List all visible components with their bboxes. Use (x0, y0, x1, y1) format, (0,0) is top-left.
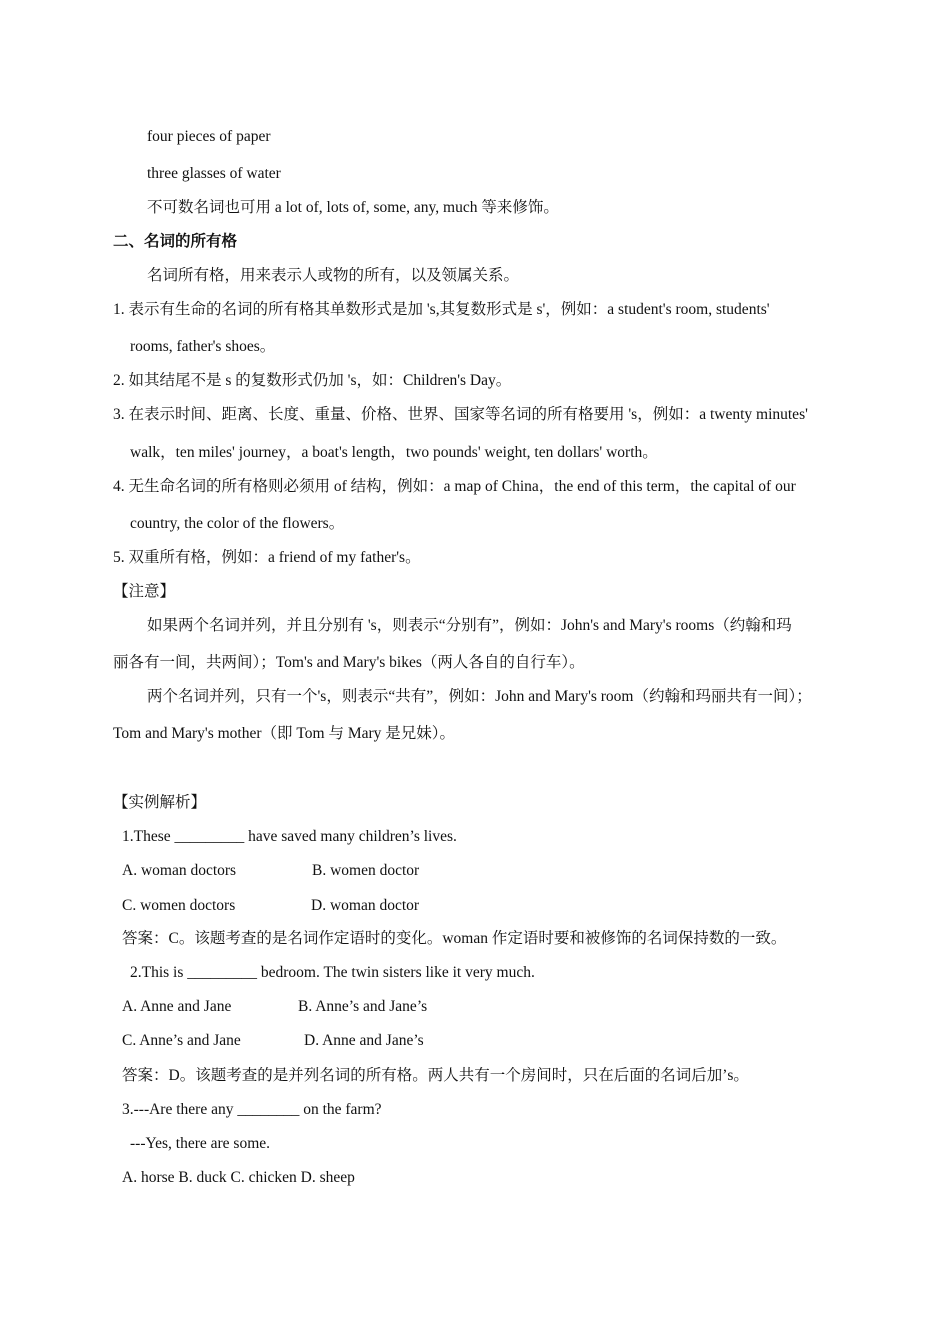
paragraph: 名词所有格，用来表示人或物的所有，以及领属关系。 (147, 267, 520, 284)
option-c: C. women doctors (122, 897, 236, 914)
option-b: B. women doctor (312, 862, 420, 879)
option-d: D. woman doctor (311, 897, 420, 914)
section-heading: 二、名词的所有格 (113, 233, 238, 250)
example-line: three glasses of water (147, 165, 281, 182)
option-a: A. woman doctors (122, 862, 237, 879)
option-d: D. Anne and Jane’s (304, 1032, 424, 1049)
question-3-options: A. horse B. duck C. chicken D. sheep (122, 1169, 355, 1186)
rule-item: 2. 如其结尾不是 s 的复数形式仍加 's，如：Children's Day。 (113, 372, 512, 389)
note-paragraph: 如果两个名词并列，并且分别有 's，则表示“分别有”，例如：John's and Mary's rooms（约翰和玛 (147, 617, 792, 634)
paragraph: 不可数名词也可用 a lot of, lots of, some, any, much 等来修饰。 (147, 199, 559, 216)
note-heading: 【注意】 (113, 583, 176, 600)
example-line: four pieces of paper (147, 128, 271, 145)
question-1: 1.These _________ have saved many children’s lives. (122, 828, 457, 845)
question-3: 3.---Are there any ________ on the farm? (122, 1101, 382, 1118)
note-paragraph: 两个名词并列，只有一个's，则表示“共有”，例如：John and Mary's room（约翰和玛丽共有一间）； (147, 688, 812, 705)
note-paragraph-continued: Tom and Mary's mother（即 Tom 与 Mary 是兄妹）。 (113, 725, 456, 742)
question-3-reply: ---Yes, there are some. (130, 1135, 271, 1152)
option-a: A. Anne and Jane (122, 998, 232, 1015)
rule-item-continued: walk，ten miles' journey，a boat's length，two pounds' weight, ten dollars' worth。 (130, 444, 658, 461)
rule-item: 3. 在表示时间、距离、长度、重量、价格、世界、国家等名词的所有格要用 's，例如：a twenty minutes' (113, 406, 808, 423)
answer-2: 答案：D。该题考查的是并列名词的所有格。两人共有一个房间时，只在后面的名词后加’s。 (122, 1067, 749, 1084)
rule-item: 4. 无生命名词的所有格则必须用 of 结构，例如：a map of China，the end of this term，the capital of our (113, 478, 796, 495)
option-b: B. Anne’s and Jane’s (298, 998, 428, 1015)
examples-heading: 【实例解析】 (113, 794, 207, 811)
rule-item-continued: country, the color of the flowers。 (130, 515, 345, 532)
note-paragraph-continued: 丽各有一间，共两间）；Tom's and Mary's bikes（两人各自的自行车）。 (113, 654, 585, 671)
option-c: C. Anne’s and Jane (122, 1032, 241, 1049)
rule-item-continued: rooms, father's shoes。 (130, 338, 276, 355)
rule-item: 1. 表示有生命的名词的所有格其单数形式是加 's,其复数形式是 s'，例如：a student's room, students' (113, 301, 770, 318)
answer-1: 答案：C。该题考查的是名词作定语时的变化。woman 作定语时要和被修饰的名词保持数的一致。 (122, 930, 787, 947)
question-2: 2.This is _________ bedroom. The twin sisters like it very much. (130, 964, 535, 981)
rule-item: 5. 双重所有格，例如：a friend of my father's。 (113, 549, 421, 566)
